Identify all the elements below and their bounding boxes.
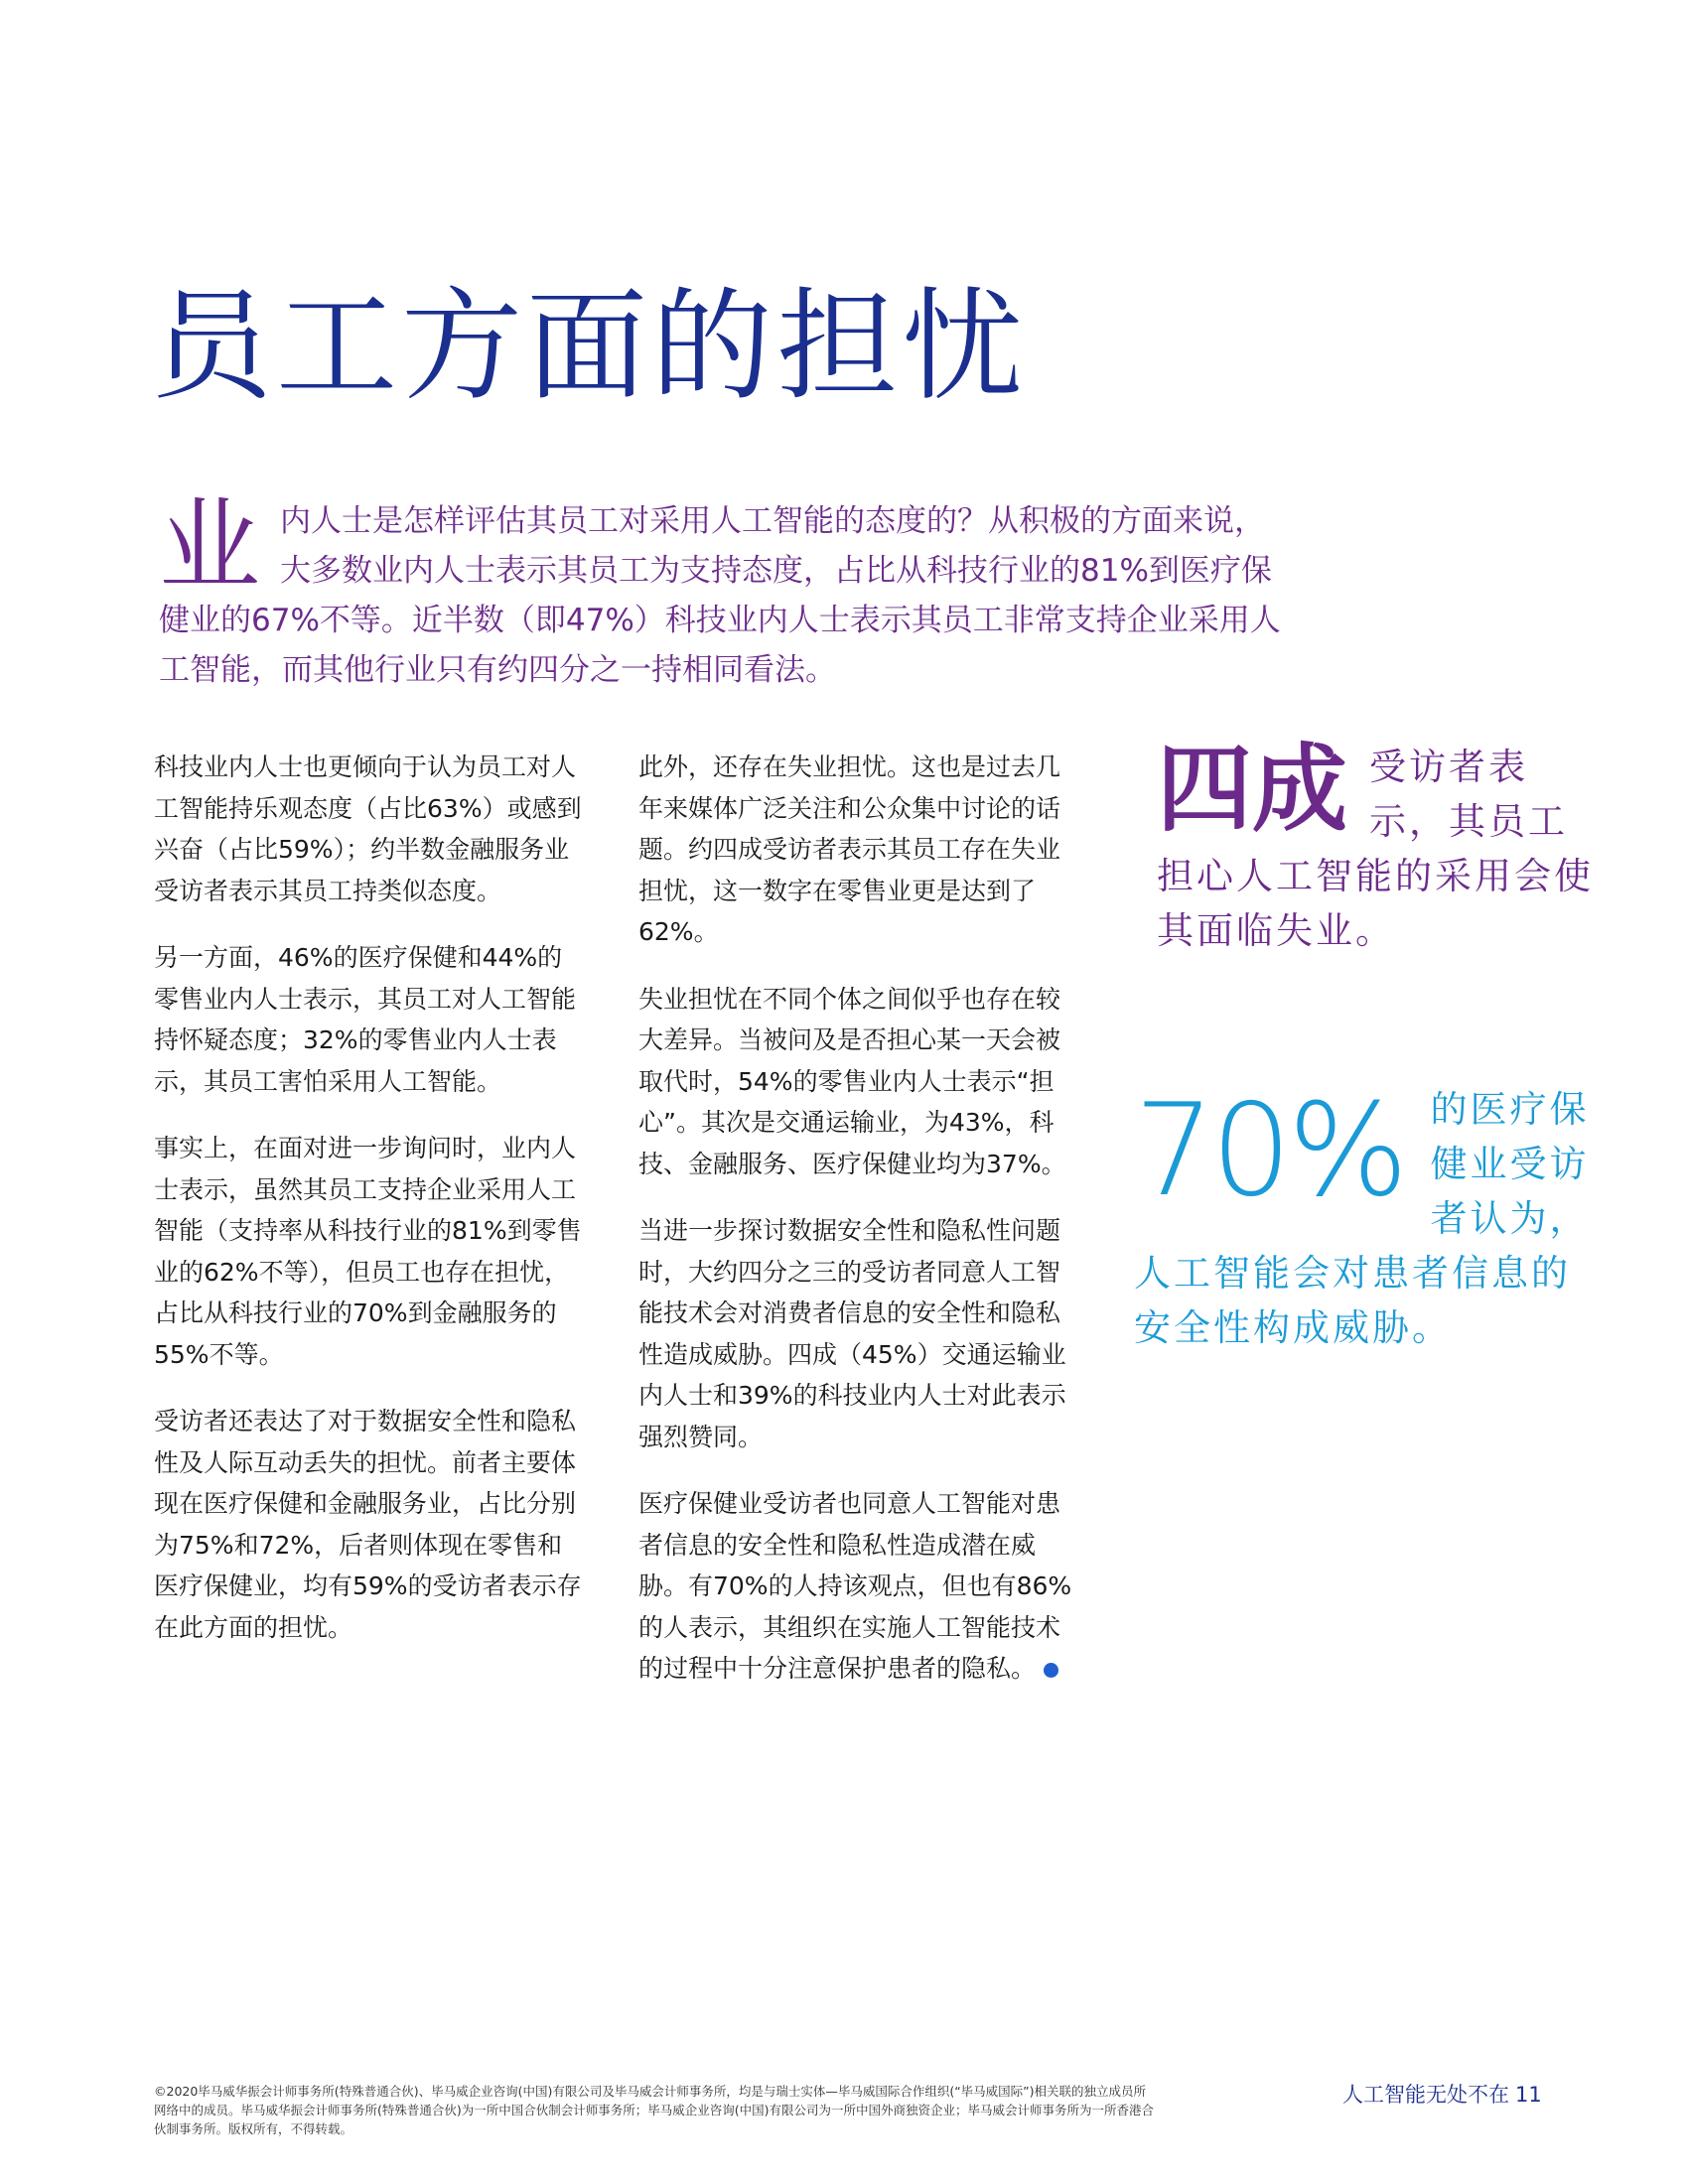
paragraph: 事实上，在面对进一步询问时，业内人士表示，虽然其员工支持企业采用人工智能（支持率从科技行业的81%到零售业的62%不等），但员工也存在担忧，占比从科技行业的70%到金融服务的55%不等。 — [154, 1134, 582, 1369]
paragraph-last — [638, 1483, 1075, 1690]
pullquote-text: 的医疗保健业受访者认为，人工智能会对患者信息的安全性构成威胁。 — [1134, 1088, 1590, 1349]
paragraph: 受访者还表达了对于数据安全性和隐私性及人际互动丢失的担忧。前者主要体现在医疗保健和金融服务业，占比分别为75%和72%，后者则体现在零售和医疗保健业，均有59%的受访者表示存在此方面的担忧。 — [154, 1407, 582, 1642]
pullquote-unemployment — [1157, 734, 1594, 958]
page-title: 员工方面的担忧 — [151, 276, 1027, 417]
paragraph: 当进一步探讨数据安全性和隐私性问题时，大约四分之三的受访者同意人工智能技术会对消费者信息的安全性和隐私性造成威胁。四成（45%）交通运输业内人士和39%的科技业内人士对此表示强烈赞同。 — [638, 1216, 1066, 1451]
body-column-1 — [154, 747, 586, 1674]
pullquote-healthcare — [1134, 1077, 1601, 1355]
intro-text: 内人士是怎样评估其员工对采用人工智能的态度的？从积极的方面来说，大多数业内人士表示其员工为支持态度，占比从科技行业的81%到医疗保健业的67%不等。近半数（即47%）科技业内人士表示其员工非常支持企业采用人工智能，而其他行业只有约四分之一持相同看法。 — [159, 503, 1281, 688]
paragraph: 此外，还存在失业担忧。这也是过去几年来媒体广泛关注和公众集中讨论的话题。约四成受访者表示其员工存在失业担忧，这一数字在零售业更是达到了62%。 — [638, 752, 1061, 946]
pullquote-figure: 四成 — [1157, 734, 1347, 845]
body-column-2 — [638, 747, 1075, 1715]
pullquote-figure: 70% — [1134, 1077, 1405, 1225]
paragraph-text: 医疗保健业受访者也同意人工智能对患者信息的安全性和隐私性造成潜在威胁。有70%的人持该观点，但也有86%的人表示，其组织在实施人工智能技术的过程中十分注意保护患者的隐私。 — [638, 1489, 1072, 1683]
paragraph: 另一方面，46%的医疗保健和44%的零售业内人士表示，其员工对人工智能持怀疑态度；32%的零售业内人士表示，其员工害怕采用人工智能。 — [154, 943, 577, 1096]
intro-dropcap: 业 — [159, 487, 260, 606]
end-dot-icon — [1044, 1663, 1058, 1678]
publication-title: 人工智能无处不在 — [1342, 2083, 1509, 2107]
paragraph: 科技业内人士也更倾向于认为员工对人工智能持乐观态度（占比63%）或感到兴奋（占比59%）；约半数金融服务业受访者表示其员工持类似态度。 — [154, 752, 582, 905]
page-number: 11 — [1515, 2083, 1542, 2107]
paragraph: 失业担忧在不同个体之间似乎也存在较大差异。当被问及是否担心某一天会被取代时，54%的零售业内人士表示“担心”。其次是交通运输业，为43%，科技、金融服务、医疗保健业均为37%。 — [638, 984, 1066, 1178]
pullquote-text: 受访者表示，其员工担心人工智能的采用会使其面临失业。 — [1157, 746, 1594, 952]
footer-copyright: ©2020毕马威华振会计师事务所(特殊普通合伙)、毕马威企业咨询(中国)有限公司及毕马威会计师事务所，均是与瑞士实体—毕马威国际合作组织(“毕马威国际”)相关联的独立成员所网络中的成员。毕马威华振会计师事务所(特殊普通合伙)为一所中国合伙制会计师事务所；毕马威企业咨询(中国)有限公司为一所中国外商独资企业；毕马威会计师事务所为一所香港合伙制事务所。版权所有，不得转载。 — [154, 2084, 1155, 2136]
footer-publication — [1342, 2079, 1542, 2109]
intro-paragraph — [159, 487, 1291, 695]
